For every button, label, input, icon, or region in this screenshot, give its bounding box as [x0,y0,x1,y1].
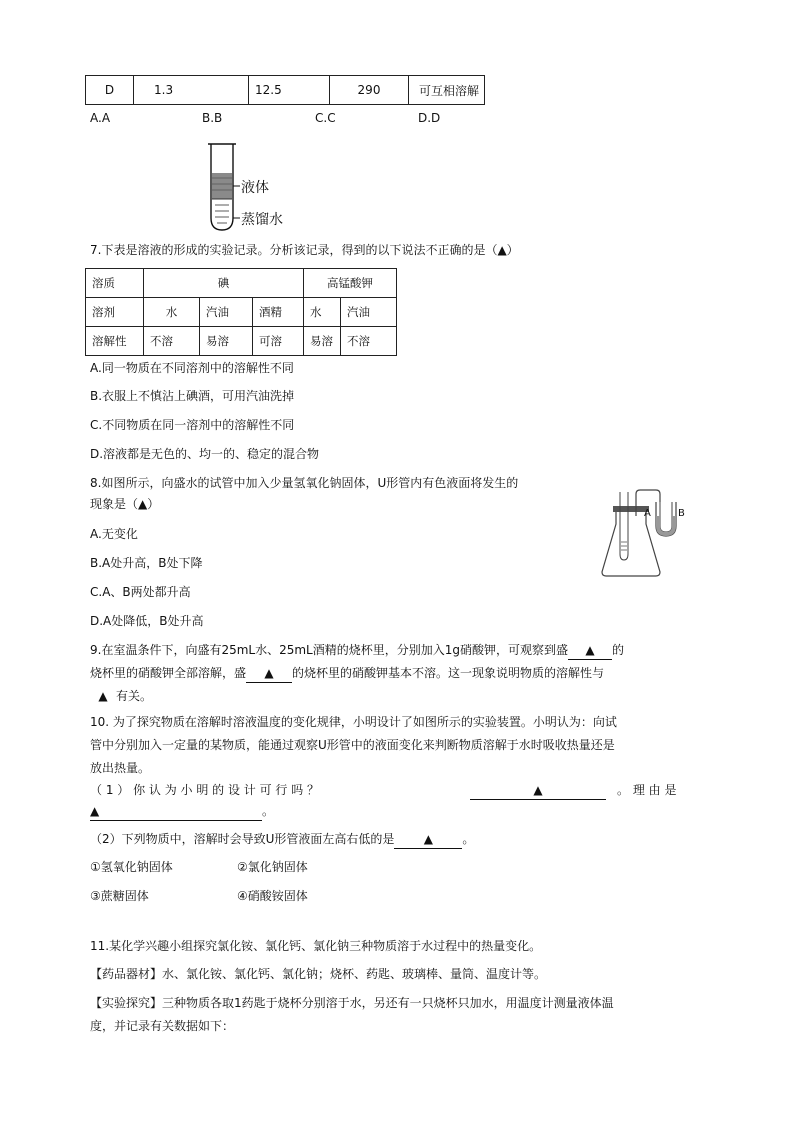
solvent-cell: 酒精 [253,298,304,327]
q9-line2-end: 的烧杯里的硝酸钾基本不溶。这一现象说明物质的溶解性与 [292,666,605,680]
q10-option-4: ④硝酸铵固体 [237,889,308,903]
blank-marker: ▲ [264,666,274,680]
flask-u-tube-diagram [598,482,698,580]
q7-option-a: A.同一物质在不同溶剂中的溶解性不同 [90,361,294,375]
blank-marker: ▲ [98,689,108,703]
q7-option-b: B.衣服上不慎沾上碘酒，可用汽油洗掉 [90,389,295,403]
cell-v4: 可互相溶解 [409,76,485,105]
solubility-table [85,268,397,356]
solute-iodine: 碘 [144,269,304,298]
solubility-cell: 不溶 [341,327,397,356]
blank-marker: ▲ [423,832,434,846]
q10-option-2: ②氯化钠固体 [237,860,308,874]
q10-option-3: ③蔗糖固体 [90,889,149,903]
solubility-cell: 易溶 [304,327,341,356]
cell-v3: 290 [330,76,409,105]
th-solvent: 溶剂 [86,298,144,327]
q10-reason-line [90,802,274,821]
liquid-label: 液体 [241,180,269,196]
cell-v2: 12.5 [249,76,330,105]
blank-marker: ▲ [533,783,543,797]
q9-blank-1[interactable] [568,641,612,660]
q10-part1-question: （ 1 ） 你 认 为 小 明 的 设 计 可 行 吗 ？ [90,783,320,797]
solvent-cell: 水 [144,298,200,327]
q11-line2: 【药品器材】水、氯化铵、氯化钙、氯化钠；烧杯、药匙、玻璃棒、量筒、温度计等。 [90,967,547,981]
solvent-cell: 汽油 [200,298,253,327]
th-solubility: 溶解性 [86,327,144,356]
solvent-cell: 水 [304,298,341,327]
q8-option-d: D.A处降低，B处升高 [90,614,204,628]
q8-option-a: A.无变化 [90,527,138,541]
q9-line2 [90,664,604,683]
solute-kmno4: 高锰酸钾 [304,269,397,298]
solubility-cell: 可溶 [253,327,304,356]
q9-line2-text: 烧杯里的硝酸钾全部溶解，盛 [90,666,247,680]
q7-option-c: C.不同物质在同一溶剂中的溶解性不同 [90,418,295,432]
q8-option-b: B.A处升高，B处下降 [90,556,203,570]
distilled-water-label: 蒸馏水 [241,212,283,228]
q9-line1-text: 9.在室温条件下，向盛有25mL水、25mL酒精的烧杯里，分别加入1g硝酸钾，可观察到盛 [90,643,568,657]
q10-part1-reason: 。 理 由 是 [617,783,677,797]
q10-line1: 10. 为了探究物质在溶解时溶液温度的变化规律，小明设计了如图所示的实验装置。小明认为：向试 [90,715,617,729]
q6-option-c: C.C [315,111,336,125]
q9-line1-end: 的 [612,643,625,657]
q6-option-a: A.A [90,111,111,125]
q11-line3: 【实验探究】三种物质各取1药匙于烧杯分别溶于水，另还有一只烧杯只加水，用温度计测量液体温 [90,996,614,1010]
q6-option-b: B.B [202,111,223,125]
cell-v1: 1.3 [134,76,249,105]
solubility-cell: 易溶 [200,327,253,356]
solubility-cell: 不溶 [144,327,200,356]
q10-part2 [90,830,474,849]
q10-line2: 管中分别加入一定量的某物质，能通过观察U形管中的液面变化来判断物质溶解于水时吸收热量还是 [90,738,615,752]
reason-blank[interactable] [90,802,262,821]
q9-blank-2[interactable] [246,664,292,683]
q9-line3 [90,687,152,705]
q11-line1: 11.某化学兴趣小组探究氯化铵、氯化钙、氯化钠三种物质溶于水过程中的热量变化。 [90,939,542,953]
q10-line3: 放出热量。 [90,761,151,775]
q6-option-d: D.D [418,111,441,125]
solvent-cell: 汽油 [341,298,397,327]
q9-line1 [90,641,624,660]
q7-stem: 7.下表是溶液的形成的实验记录。分析该记录，得到的以下说法不正确的是（▲） [90,243,519,257]
answer-blank[interactable] [470,781,606,800]
q8-stem-line2: 现象是（▲） [90,497,160,511]
q10-part1 [90,781,319,799]
q9-blank-3[interactable] [90,687,116,705]
label-b: B [678,508,685,519]
blank-marker: ▲ [90,804,100,818]
q9-line3-text: 有关。 [116,689,153,703]
q10-part2-text: （2）下列物质中，溶解时会导致U形管液面左高右低的是 [90,832,395,846]
q11-line4: 度，并记录有关数据如下： [90,1019,235,1033]
th-solute: 溶质 [86,269,144,298]
label-a: A [644,508,651,519]
q10-blank-2[interactable] [394,830,462,849]
q10-part2-end: 。 [462,832,475,846]
q10-option-1: ①氢氧化钠固体 [90,860,173,874]
answer-table-row-d [85,75,485,105]
q8-option-c: C.A、B两处都升高 [90,585,191,599]
blank-marker: ▲ [585,643,595,657]
q10-blank-1[interactable] [470,781,606,800]
q7-option-d: D.溶液都是无色的、均一的、稳定的混合物 [90,447,320,461]
q8-stem-line1: 8.如图所示，向盛水的试管中加入少量氢氧化钠固体，U形管内有色液面将发生的 [90,476,519,490]
q10-reason-end: 。 [262,804,275,818]
cell-label: D [86,76,134,105]
